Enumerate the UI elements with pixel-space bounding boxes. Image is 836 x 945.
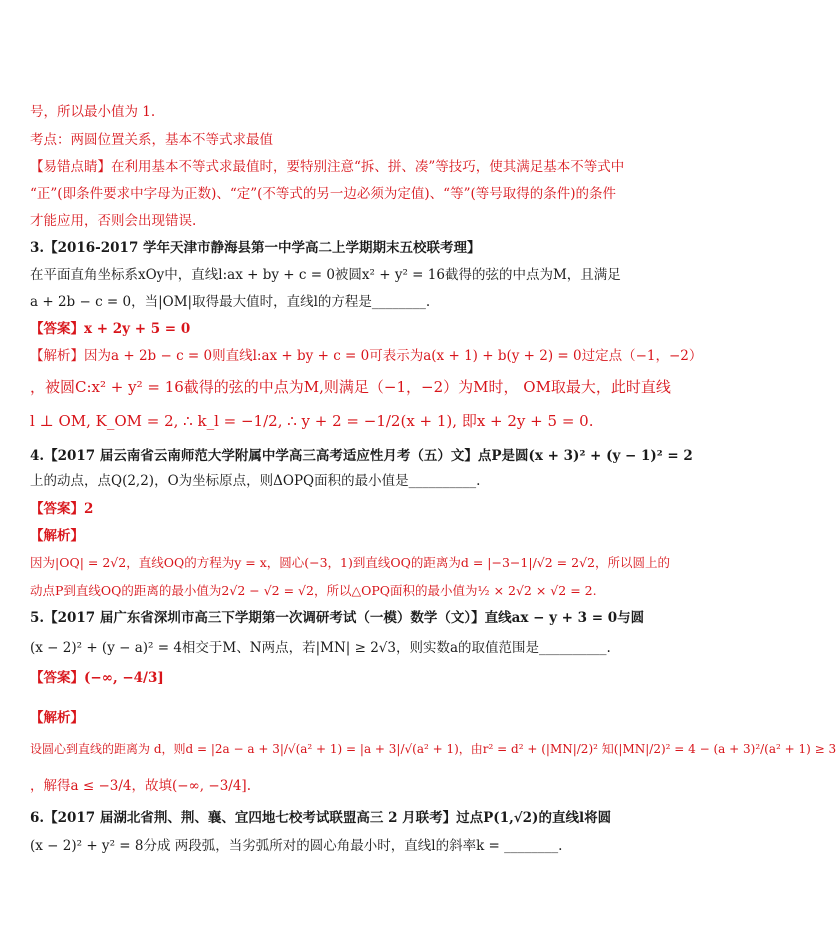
text-line: a + 2b − c = 0，当|OM|取得最大值时，直线l的方程是________. — [30, 294, 431, 310]
answer-line: 【答案】x + 2y + 5 = 0 — [30, 321, 191, 337]
question-heading: 5.【2017 届广东省深圳市高三下学期第一次调研考试（一模）数学（文）】直线ax − y + 3 = 0与圆 — [30, 610, 645, 626]
question-heading: 4.【2017 届云南省云南师范大学附属中学高三高考适应性月考（五）文】点P是圆(x + 3)² + (y − 1)² = 2 — [30, 448, 693, 464]
text-line: 在平面直角坐标系xOy中，直线l:ax + by + c = 0被圆x² + y² = 16截得的弦的中点为M，且满足 — [30, 267, 621, 283]
analysis-label: 【解析】 — [30, 710, 84, 726]
text-line: 才能应用，否则会出现错误. — [30, 213, 197, 229]
text-line: “正”(即条件要求中字母为正数)、“定”(不等式的另一边必须为定值)、“等”(等号取得的条件)的条件 — [30, 186, 617, 202]
answer-line: 【答案】2 — [30, 501, 94, 517]
question-heading: 3.【2016-2017 学年天津市静海县第一中学高二上学期期末五校联考理】 — [30, 240, 481, 256]
text-line: 考点：两圆位置关系，基本不等式求最值 — [30, 132, 273, 148]
analysis-line: ，解得a ≤ −3/4，故填(−∞, −3/4]. — [30, 778, 251, 794]
analysis-line: 因为|OQ| = 2√2，直线OQ的方程为y = x，圆心(−3，1)到直线OQ的距离为d = |−3−1|/√2 = 2√2，所以圆上的 — [30, 555, 670, 570]
analysis-line: 设圆心到直线的距离为 d，则d = |2a − a + 3|/√(a² + 1) = |a + 3|/√(a² + 1)，由r² = d² + (|MN|/2)² 知(|MN|/2)² = 4 − (a + 3)²/(a² + 1) ≥ 3 — [30, 742, 836, 756]
text-line: 【易错点睛】在利用基本不等式求最值时，要特别注意“拆、拼、凑”等技巧，使其满足基本不等式中 — [30, 159, 625, 175]
analysis-label: 【解析】 — [30, 528, 84, 544]
analysis-line: l ⊥ OM, K_OM = 2, ∴ k_l = −1/2, ∴ y + 2 = −1/2(x + 1), 即x + 2y + 5 = 0. — [30, 412, 594, 430]
text-line: 号，所以最小值为 1. — [30, 104, 156, 120]
text-line: (x − 2)² + y² = 8分成 两段弧，当劣弧所对的圆心角最小时，直线l的斜率k = ________. — [30, 838, 563, 854]
analysis-line: 动点P到直线OQ的距离的最小值为2√2 − √2 = √2，所以△OPQ面积的最小值为½ × 2√2 × √2 = 2. — [30, 583, 597, 598]
question-heading: 6.【2017 届湖北省荆、荆、襄、宜四地七校考试联盟高三 2 月联考】过点P(1,√2)的直线l将圆 — [30, 810, 612, 826]
text-line: 上的动点，点Q(2,2)，O为坐标原点，则ΔOPQ面积的最小值是__________. — [30, 473, 481, 489]
answer-line: 【答案】(−∞, −4/3] — [30, 670, 164, 686]
text-line: (x − 2)² + (y − a)² = 4相交于M、N两点，若|MN| ≥ 2√3，则实数a的取值范围是__________. — [30, 640, 611, 656]
analysis-line: 【解析】因为a + 2b − c = 0则直线l:ax + by + c = 0可表示为a(x + 1) + b(y + 2) = 0过定点（−1，−2） — [30, 348, 703, 364]
analysis-line: ，被圆C:x² + y² = 16截得的弦的中点为M,则满足（−1，−2）为M时， OM取最大，此时直线 — [30, 378, 671, 396]
